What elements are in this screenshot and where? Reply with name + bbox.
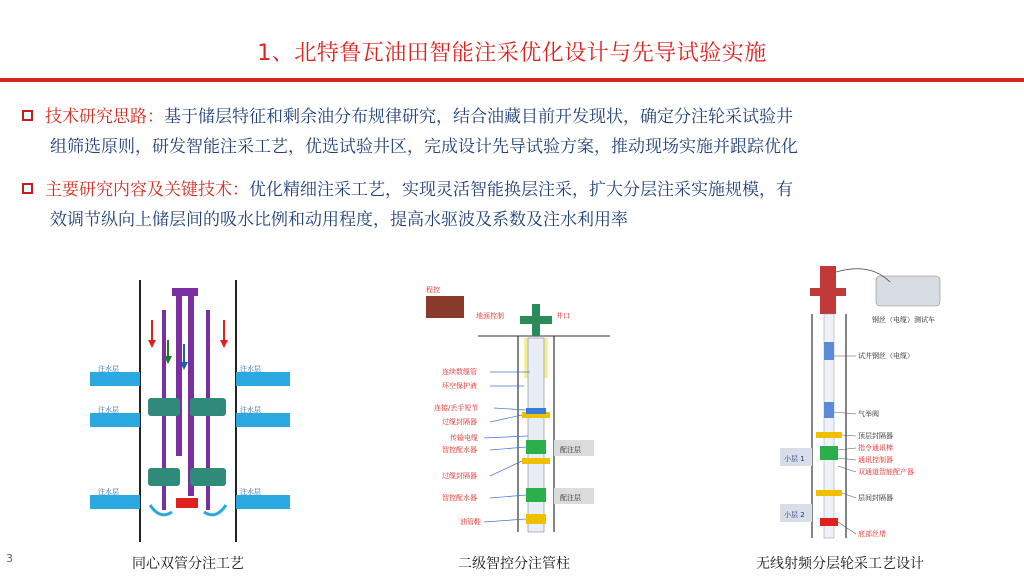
annotation-label: 气举阀 — [858, 410, 879, 418]
packer — [148, 398, 180, 416]
figure-caption: 同心双管分注工艺 — [132, 556, 244, 572]
zone-label: 小层 1 — [784, 455, 805, 463]
annotation-label: 地面控制 — [476, 312, 504, 320]
layer-label: 注水层 — [98, 365, 119, 373]
bullet-square-icon — [22, 110, 33, 121]
annotation-label: 过缆封隔器 — [442, 472, 477, 480]
layer-label: 注水层 — [98, 488, 119, 496]
annotation-label: 传输电缆 — [450, 434, 478, 442]
annotation-label: 底部丝堵 — [858, 530, 886, 538]
page-number: 3 — [6, 552, 13, 565]
bullet-key-technology — [22, 175, 1012, 235]
figure-caption: 无线射频分层轮采工艺设计 — [756, 556, 924, 572]
dual-tube-diagram — [90, 280, 290, 542]
layer-label: 注水层 — [240, 488, 261, 496]
annotation-label: 连接/丢手短节 — [434, 404, 479, 412]
annotation-label: 过缆封隔器 — [442, 418, 477, 426]
annotation-label: 环空保护液 — [442, 382, 477, 390]
packer — [816, 490, 842, 496]
smart-injector — [526, 440, 546, 454]
annotation-label: 层间封隔器 — [858, 494, 893, 502]
packer — [816, 432, 842, 438]
bullet-text: 组筛选原则，研发智能注采工艺，优选试验井区，完成设计先导试验方案，推动现场实施并跟踪优化 — [50, 137, 798, 157]
injection-layer — [236, 372, 290, 386]
packer — [148, 468, 180, 486]
zone-label: 配注层 — [560, 494, 581, 502]
annotation-label: 通讯控制器 — [858, 456, 893, 464]
injection-layer — [90, 413, 140, 427]
control-station — [426, 296, 464, 318]
bullet-text: 优化精细注采工艺，实现灵活智能换层注采，扩大分层注采实施规模，有 — [249, 180, 793, 200]
layer-label: 注水层 — [240, 365, 261, 373]
annotation-label: 井口 — [556, 312, 570, 320]
annotation-label: 钢丝（电缆）测试车 — [872, 316, 935, 324]
bullet-square-icon — [22, 183, 33, 194]
annotation-label: 连续数缆管 — [442, 368, 477, 376]
packer — [190, 398, 226, 416]
inner-tube — [188, 296, 194, 496]
test-vehicle — [876, 276, 940, 306]
injection-layer — [236, 495, 290, 509]
packer — [190, 468, 226, 486]
wireless-rf-diagram — [780, 262, 980, 546]
bullet-heading: 技术研究思路： — [45, 107, 164, 127]
bullet-heading: 主要研究内容及关键技术： — [45, 180, 249, 200]
annotation-label: 双通道智能配产器 — [858, 468, 914, 476]
annotation-label: 试井钢丝（电缆） — [858, 352, 914, 360]
annotation-label: 顶层封隔器 — [858, 432, 893, 440]
injection-layer — [90, 495, 140, 509]
zone-label: 配注层 — [560, 446, 581, 454]
injection-layer — [90, 372, 140, 386]
zone-label: 小层 2 — [784, 511, 805, 519]
annotation-label: 指令通讯棒 — [858, 444, 893, 452]
annotation-label: 智控配水器 — [442, 494, 477, 502]
smart-producer — [820, 446, 838, 460]
layer-label: 注水层 — [98, 406, 119, 414]
annotation-label: 程控 — [426, 286, 440, 294]
bullet-text: 效调节纵向上储层间的吸水比例和动用程度，提高水驱波及系数及注水利用率 — [50, 210, 628, 230]
annotation-label: 油管鞋 — [460, 518, 481, 526]
annotation-label: 智控配水器 — [442, 446, 477, 454]
injection-layer — [236, 413, 290, 427]
title-divider — [0, 78, 1024, 82]
inner-tube — [176, 296, 182, 456]
layer-label: 注水层 — [240, 406, 261, 414]
bullet-text: 基于储层特征和剩余油分布规律研究，结合油藏目前开发现状，确定分注轮采试验井 — [164, 107, 793, 127]
packer — [522, 458, 550, 464]
bullet-research-approach — [22, 102, 1012, 162]
smart-injection-diagram — [420, 282, 620, 544]
page-title: 1、北特鲁瓦油田智能注采优化设计与先导试验实施 — [257, 41, 767, 66]
figure-caption: 二级智控分注管柱 — [458, 556, 570, 572]
smart-injector — [526, 488, 546, 502]
tubing — [528, 338, 544, 532]
